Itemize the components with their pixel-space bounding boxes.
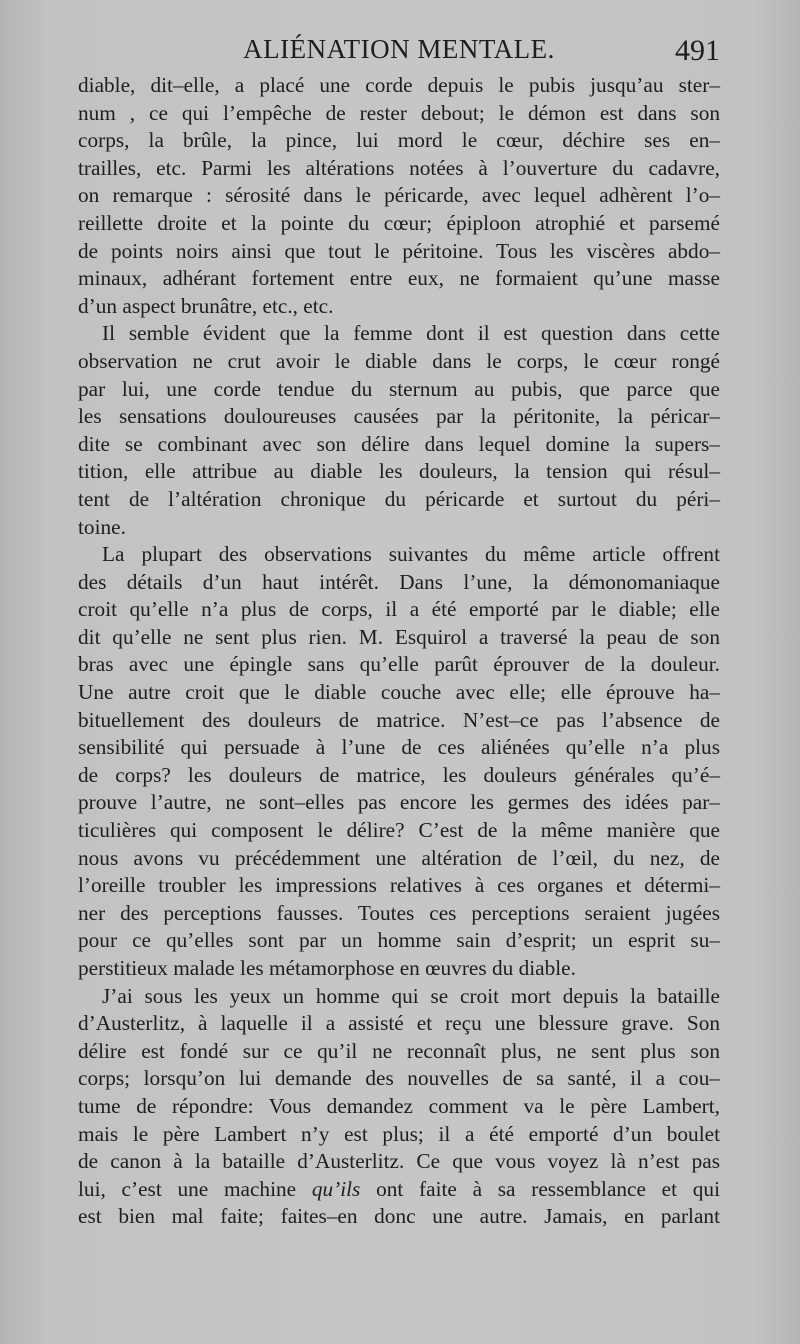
text-line: délire est fondé sur ce qu’il ne reconnaît plus, ne sent plus son [78, 1038, 720, 1063]
text-line: d’un aspect brunâtre, etc., etc. [78, 293, 334, 318]
text-line: ticulières qui composent le délire? C’est de la même manière que [78, 818, 720, 843]
text-line: diable, dit–elle, a placé une corde depuis le pubis jusqu’au ster– [78, 73, 720, 97]
text-line: on remarque : sérosité dans le péricarde, avec lequel adhèrent l’o– [78, 183, 720, 208]
italic-text-segment: qu’ils [311, 1176, 361, 1201]
text-line: tition, elle attribue au diable les douleurs, la tension qui résul– [78, 459, 720, 484]
body-text [78, 72, 720, 1231]
text-segment: lui, c’est une machine [78, 1176, 312, 1201]
text-line: de points noirs ainsi que tout le péritoine. Tous les viscères abdo– [78, 238, 720, 263]
text-line: observation ne crut avoir le diable dans le corps, le cœur rongé [78, 348, 720, 373]
text-line: La plupart des observations suivantes du même article offrent [102, 542, 720, 567]
text-line: prouve l’autre, ne sont–elles pas encore les germes des idées par– [78, 790, 720, 815]
text-line: num , ce qui l’empêche de rester debout; le démon est dans son [78, 100, 720, 125]
text-line: perstitieux malade les métamorphose en œuvres du diable. [78, 956, 576, 980]
paragraph-jai-sous-les-yeux [78, 983, 720, 1231]
text-line: des détails d’un haut intérêt. Dans l’une, la démonomaniaque [78, 569, 720, 594]
text-line: J’ai sous les yeux un homme qui se croit mort depuis la bataille [102, 983, 720, 1008]
page-number: 491 [675, 34, 720, 67]
text-line: pour ce qu’elles sont par un homme sain d’esprit; un esprit su– [78, 928, 720, 953]
text-line: trailles, etc. Parmi les altérations notées à l’ouverture du cadavre, [78, 155, 720, 180]
text-line: de corps? les douleurs de matrice, les douleurs générales qu’é– [78, 762, 720, 787]
text-line: d’Austerlitz, à laquelle il a assisté et reçu une blessure grave. Son [78, 1011, 720, 1036]
text-line: les sensations douloureuses causées par la péritonite, la péricar– [78, 404, 720, 429]
text-line: dit qu’elle ne sent plus rien. M. Esquirol a traversé la peau de son [78, 624, 720, 649]
text-line: Une autre croit que le diable couche avec elle; elle éprouve ha– [78, 680, 720, 705]
text-line: mais le père Lambert n’y est plus; il a été emporté d’un boulet [78, 1121, 720, 1146]
text-line: croit qu’elle n’a plus de corps, il a été emporté par le diable; elle [78, 597, 720, 622]
text-line: sensibilité qui persuade à l’une de ces aliénées qu’elle n’a plus [78, 735, 720, 760]
text-line: bituellement des douleurs de matrice. N’est–ce pas l’absence de [78, 707, 720, 732]
text-line-with-italic [78, 1176, 720, 1204]
text-line: l’oreille troubler les impressions relatives à ces organes et détermi– [78, 873, 720, 898]
text-line: tent de l’altération chronique du péricarde et surtout du péri– [78, 486, 720, 511]
text-line: ner des perceptions fausses. Toutes ces perceptions seraient jugées [78, 900, 720, 925]
text-line: de canon à la bataille d’Austerlitz. Ce que vous voyez là n’est pas [78, 1149, 720, 1174]
text-line: est bien mal faite; faites–en donc une autre. Jamais, en parlant [78, 1204, 720, 1229]
text-line: minaux, adhérant fortement entre eux, ne formaient qu’une masse [78, 266, 720, 291]
running-title: ALIÉNATION MENTALE. [243, 34, 555, 64]
text-segment: ont faite à sa ressemblance et qui [360, 1176, 720, 1201]
text-line: dite se combinant avec son délire dans lequel domine la supers– [78, 431, 720, 456]
text-line: toine. [78, 514, 126, 539]
text-line: tume de répondre: Vous demandez comment va le père Lambert, [78, 1093, 720, 1118]
text-line: Il semble évident que la femme dont il est question dans cette [102, 321, 720, 346]
text-line: nous avons vu précédemment une altération de l’œil, du nez, de [78, 845, 720, 870]
page-header [78, 34, 720, 70]
text-line: reillette droite et la pointe du cœur; épiploon atrophié et parsemé [78, 210, 720, 235]
text-line: par lui, une corde tendue du sternum au pubis, que parce que [78, 376, 720, 401]
text-line: bras avec une épingle sans qu’elle parût éprouver de la douleur. [78, 652, 720, 677]
paragraph-continuation [78, 72, 720, 320]
paragraph-la-plupart [78, 541, 720, 983]
text-line: corps, la brûle, la pince, lui mord le cœur, déchire ses en– [78, 128, 720, 153]
text-line: corps; lorsqu’on lui demande des nouvelles de sa santé, il a cou– [78, 1066, 720, 1091]
paragraph-il-semble [78, 320, 720, 541]
